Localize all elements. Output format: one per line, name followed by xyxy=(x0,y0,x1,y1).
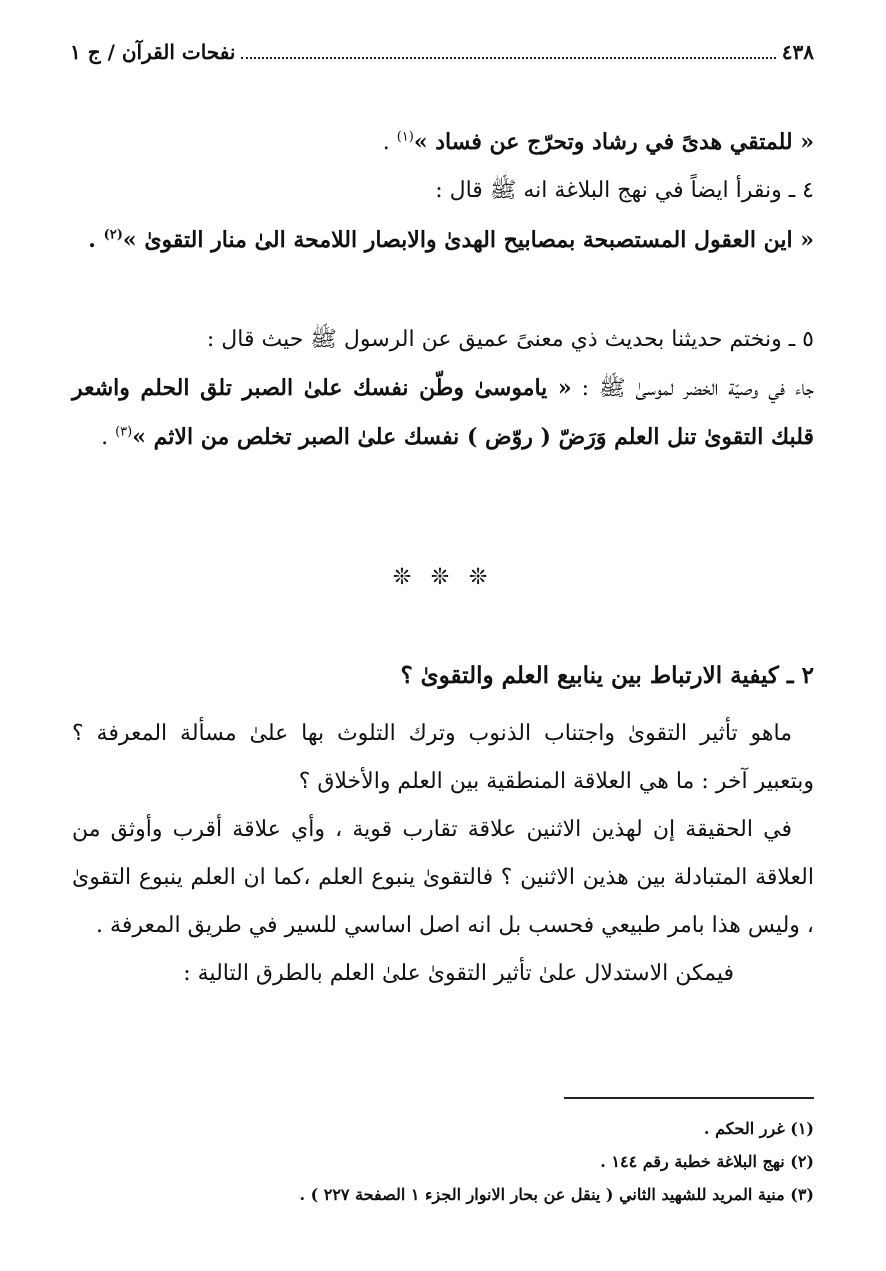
footnote-1: (١) غرر الحكم . xyxy=(703,1119,814,1138)
quote-2: « اين العقول المستصبحة بمصابيح الهدىٰ والابصار اللامحة الىٰ منار التقوىٰ »$^{(٢)}$ . xyxy=(88,227,814,253)
footnote-ref-1: (١) xyxy=(396,129,414,145)
section-heading: ٢ ـ كيفية الارتباط بين ينابيع العلم والتقوىٰ ؟ xyxy=(400,662,814,689)
footnote-ref-3: (٣) xyxy=(115,424,133,440)
paragraph-1: ماهو تأثير التقوىٰ واجتناب الذنوب وترك التلوث بها علىٰ مسألة المعرفة ؟ وبتعبير آخر : ما هي العلاقة المنطقية بين العلم والأخلاق ؟ xyxy=(72,721,814,794)
running-header xyxy=(70,34,814,70)
quote-1: « للمتقي هدىً في رشاد وتحرّج عن فساد »$^{(١)}$ . xyxy=(382,129,814,155)
item-4-intro: ٤ ـ ونقرأ ايضاً في نهج البلاغة انه ﷺ قال : xyxy=(435,178,814,203)
item-5-intro: ٥ ـ ونختم حديثنا بحديث ذي معنىً عميق عن الرسول ﷺ حيث قال : xyxy=(206,327,814,352)
quote-block-1 xyxy=(72,118,814,215)
section-separator: ❊ ❊ ❊ xyxy=(392,565,494,590)
paragraph-3: فيمكن الاستدلال علىٰ تأثير التقوىٰ علىٰ العلم بالطرق التالية : xyxy=(183,961,734,986)
book-title: نفحات القرآن / ج ١ xyxy=(70,40,236,64)
footnotes xyxy=(72,1112,814,1211)
quote-3: جاء في وصيّة الخضر لموسىٰ ﷺ : « ياموسىٰ وطّن نفسك علىٰ الصبر تلق الحلم واشعر قلبك التقوىٰ تنل العلم وَرَضّ ( روّض ) نفسك علىٰ الصبر تخلص من الاثم »$^{(٣)}$ . xyxy=(72,375,814,450)
footnote-divider xyxy=(564,1097,814,1099)
quote-block-3 xyxy=(72,316,814,462)
page-number: ٤٣٨ xyxy=(781,40,814,64)
footnote-2: (٢) نهج البلاغة خطبة رقم ١٤٤ . xyxy=(600,1152,814,1171)
section-body xyxy=(72,710,814,998)
paragraph-2: في الحقيقة إن لهذين الاثنين علاقة تقارب قوية ، وأي علاقة أقرب وأوثق من العلاقة المتبادلة بين هذين الاثنين ؟ فالتقوىٰ ينبوع العلم ،كما ان العلم ينبوع التقوىٰ ، وليس هذا بامر طبيعي فحسب بل انه اصل اساسي للسير في طريق المعرفة . xyxy=(72,817,814,938)
header-dot-leader xyxy=(241,45,775,59)
quote-block-2 xyxy=(72,216,814,264)
footnote-3: (٣) منية المريد للشهيد الثاني ( ينقل عن بحار الانوار الجزء ١ الصفحة ٢٢٧ ) . xyxy=(299,1185,814,1204)
footnote-ref-2: (٢) xyxy=(103,227,123,243)
